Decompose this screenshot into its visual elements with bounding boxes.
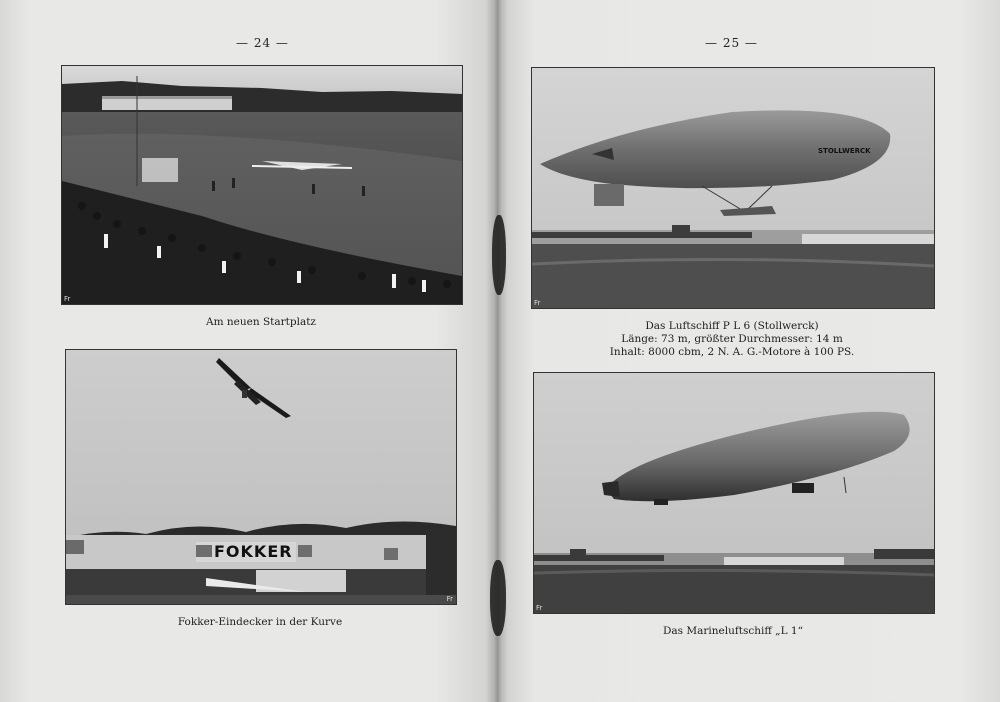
right-page [495, 0, 1000, 702]
photo-credit: Fr [446, 595, 453, 603]
photo-caption: Am neuen Startplatz [206, 316, 316, 328]
photo-airship-pl6 [531, 67, 935, 309]
photo-caption [531, 320, 933, 359]
photo-fokker-monoplane [65, 349, 457, 605]
photo-credit: Fr [534, 299, 541, 307]
gutter-stain [490, 560, 506, 636]
photo-new-starting-field [61, 65, 463, 305]
page-number: — 25 — [705, 36, 758, 50]
caption-line: Inhalt: 8000 cbm, 2 N. A. G.-Motore à 100 PS. [609, 346, 855, 358]
caption-line: Länge: 73 m, größter Durchmesser: 14 m [621, 333, 843, 345]
hangar-sign: FOKKER [214, 542, 293, 561]
gutter-stain [492, 215, 506, 295]
photo-caption: Das Marineluftschiff „L 1“ [663, 625, 803, 637]
photo-caption: Fokker-Eindecker in der Kurve [177, 616, 343, 628]
caption-line: Das Luftschiff P L 6 (Stollwerck) [645, 320, 819, 332]
photo-naval-airship-l1 [533, 372, 935, 614]
page-number: — 24 — [236, 36, 289, 50]
photo-credit: Fr [64, 295, 71, 303]
photo-credit: Fr [536, 604, 543, 612]
hull-lettering: STOLLWERCK [818, 147, 871, 155]
left-page [0, 0, 495, 702]
